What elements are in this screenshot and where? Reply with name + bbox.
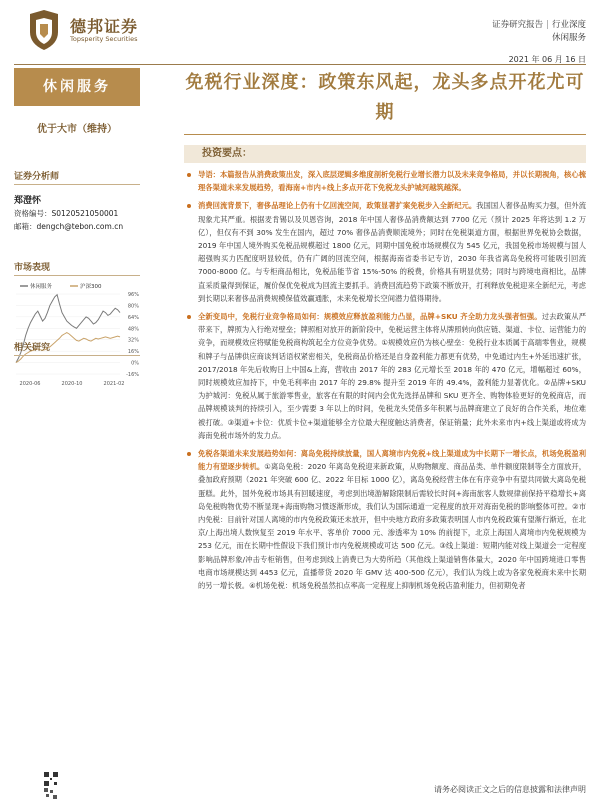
related-section-title: 相关研究 bbox=[14, 340, 140, 356]
legal-disclaimer: 请务必阅读正文之后的信息披露和法律声明 bbox=[434, 785, 586, 794]
y-tick-label: 48% bbox=[127, 326, 139, 333]
report-classification bbox=[386, 18, 586, 43]
y-tick-label: 96% bbox=[127, 292, 139, 298]
analyst-section-title: 证券分析师 bbox=[14, 169, 140, 185]
market-chart-svg bbox=[14, 280, 140, 388]
report-date: 2021 年 06 月 16 日 bbox=[508, 55, 586, 64]
industry-tag: 休闲服务 bbox=[551, 33, 586, 43]
certificate-label: 资格编号： bbox=[14, 209, 52, 218]
industry-label: 休闲服务 bbox=[14, 68, 140, 106]
separator: | bbox=[546, 20, 549, 30]
paragraph-body: ①离岛免税：2020 年离岛免税迎来新政策，从购物额度、商品品类、单件额度限制等全方面放开，叠加政府预期（2021 年突破 600 亿、2022 年目标 1000 亿），离岛免税经营主体在有序竞争中有望共同做大离岛免税蛋糕。此外，国外免税市场具有回暖速度，考虑到出境游解除限制后需较长时间+海南旅客人数规律前保持平稳增长+离岛免税购物优势不断显现+海南购物习惯逐渐形成，我们认为国际通道一定程度的放开对海南免税的影响整体可控。②市内免税：目前针对国人离境的市内免税政策还未放开，但中央地方政府多政策表明国人市内免税政策有望渐行渐近，在北京/上海出境人数恢复至 2019 年水平、客单价 7000 元、渗透率为 10% 的前提下，北京上海国人离境市内免税规模为 253 亿元，而在长期中性假设下我们预计市内免税规模或可达 500 亿元。③线上渠道：短期内能对线上渠道会一定程度影响品牌形象/冲击专柜销售，但考虑到线上消费已为大势所趋（其他线上渠道销售体量大，2020 年中国跨境进口零售电商市场规模达到 4453 亿元，直播带货 2020 年 GMV 达 400-500 亿元），我们认为线上或为各家免税商未来中长期的另一增长极。④机场免税：机场免税虽然扣点率高一定程度上抑制机场免税店盈利能力，但初期免者 bbox=[198, 462, 586, 591]
bullet-icon bbox=[187, 173, 191, 177]
qr-code-icon bbox=[44, 772, 58, 786]
brand-name: 德邦证券 bbox=[70, 17, 139, 36]
paragraph-lead: 消费回流背景下，奢侈品理论上仍有十亿回流空间，政策显著扩案免税步入全新纪元。 bbox=[198, 201, 477, 211]
report-header bbox=[0, 0, 600, 64]
brand-name-en: Topsperity Securities bbox=[70, 35, 138, 43]
page-footer bbox=[0, 770, 600, 800]
title-divider bbox=[184, 134, 586, 135]
paragraph-channels bbox=[184, 447, 586, 592]
sidebar bbox=[14, 68, 150, 768]
paragraph-body: 过去政策从严带来下，牌照为入行绝对壁垒；牌照相对放开的新阶段中，免税运营主体将从牌照转向供应链、渠道、卡位、运营能力的竞争，而规模效应将赋能免税商构筑起全方位竞争优势。①规模效应仍为核心壁垒：免税行业本质属于高端零售业，规模和牌子与品牌供应商谈判话语权紧密相关，免税商品价格还是自身盈利能力都更有优势，中免通过内生+外延迅速扩张，2017/2018 年先后收购日上中国&上海，营收由 2017 年的 283 亿元增长至 2018 年的 470 亿元，增幅超过 60%，同时规模效应加持下，中免毛利率由 2017 年的 29.8% 提升至 2019 年的 49.4%，盈利能力显著优化。②品牌+SKU 为护城河：免税从属于旅游零售业，旅客在有限的时间内会优先选择品牌和 SKU 更齐全、购物体验更好的免税商店，而品牌规模谈判的持续引入，至少需要 3 年以上的时间，免税龙头凭借多年积累与品牌商建立了良好的合作关系，地位难被打破。③渠道+卡位：优质卡位+渠道能够全方位最大程度触达消费者，保证销量；此外未来市内+线上渠道或将成为海南免税市场外的发力点。 bbox=[198, 312, 587, 440]
header-divider bbox=[14, 64, 586, 65]
qr-code-icon bbox=[44, 788, 58, 800]
x-tick-label: 2020-10 bbox=[61, 381, 83, 387]
certificate-value: S0120521050001 bbox=[51, 209, 119, 218]
bullet-icon bbox=[187, 315, 191, 319]
paragraph-intro bbox=[184, 168, 586, 194]
y-tick-label: 80% bbox=[127, 303, 139, 310]
paragraph-competition bbox=[184, 310, 586, 442]
analyst-certificate bbox=[14, 208, 150, 219]
y-tick-label: 64% bbox=[127, 314, 139, 321]
main-content bbox=[184, 68, 586, 592]
paragraph-body: 我国国人奢侈品购买力强，但外流现象尤其严重。根据麦肯锡以及贝恩咨询，2018 年中国人奢侈品消费额达到 7700 亿元（预计 2025 年将达到 1.2 万亿），但仅有不到 30% 发生在国内，超过 70% 奢侈品消费顺流境外；同时在免税渠道方面，根据世界免税协会数据，2019 年中国人境外购买免税品规模超过 1800 亿元，同期中国免税市场规模仅为 545 亿元，我国免税市场规模与国人超强购买力匹配度明显较低，仍有广阔的回流空间，根据海南省委书记专访，2030 年我省离岛免税将可能吸引回流 7000-8000 亿。与专柜商品相比，免税品能节省 15%-50% 的税费，价格具有明显优势；同时与跨境电商相比，品牌直采质量得到保证，履价保优免税成为回流主要抓手。消费回流趋势下政策不断放开，打利释放免税迎来全新纪元，考虑到长期以来奢侈品消费规模保值效赢通胀，未来免税增长空间潜力值得期待。 bbox=[198, 201, 587, 303]
y-tick-label: 0% bbox=[131, 360, 139, 367]
investment-rating: 优于大市（维持） bbox=[37, 124, 117, 135]
brand-logo bbox=[14, 10, 214, 54]
brand-logo-icon bbox=[26, 10, 62, 50]
email-label: 邮箱： bbox=[14, 222, 37, 231]
investment-points-heading: 投资要点： bbox=[184, 145, 586, 163]
legend-label: 休闲服务 bbox=[30, 284, 53, 290]
report-subtype: 行业深度 bbox=[551, 20, 586, 30]
bullet-icon bbox=[187, 204, 191, 208]
x-tick-label: 2020-06 bbox=[19, 381, 41, 387]
paragraph-lead: 免税各渠道未来发展趋势如何：离岛免税持续放量，国人离境市内免税+线上渠道成为中长期下一增长点，机场免税盈利能力有望逐步转机。 bbox=[198, 449, 586, 472]
x-tick-label: 2021-02 bbox=[103, 381, 125, 387]
analyst-name: 郑澄怀 bbox=[14, 196, 42, 206]
email-link[interactable]: dengch@tebon.com.cn bbox=[36, 222, 124, 231]
y-tick-label: -16% bbox=[126, 372, 139, 378]
legend-label: 沪深300 bbox=[80, 284, 102, 290]
y-tick-label: 16% bbox=[127, 349, 139, 356]
paragraph-consumption bbox=[184, 199, 586, 305]
paragraph-lead: 全新变局中，免税行业竞争格局如何：规模效应释放盈利能力凸显，品牌+SKU 齐全助力龙头强者恒强。 bbox=[198, 312, 542, 322]
paragraph-lead: 导语：本篇报告从消费政策出发，深入底层逻辑多维度剖析免税行业增长潜力以及未来竞争格局，并以长期视角，核心梳理各渠道未来发展趋势，看海南+市内+线上多点开花下免税龙头护城河越筑越深。 bbox=[198, 170, 586, 193]
y-tick-label: 32% bbox=[127, 337, 139, 344]
analyst-email bbox=[14, 221, 150, 232]
market-section-title: 市场表现 bbox=[14, 260, 140, 276]
market-chart bbox=[14, 280, 140, 388]
bullet-icon bbox=[187, 452, 191, 456]
page-title: 免税行业深度：政策东风起，龙头多点开花尤可期 bbox=[185, 72, 585, 123]
report-type: 证券研究报告 bbox=[492, 20, 544, 30]
